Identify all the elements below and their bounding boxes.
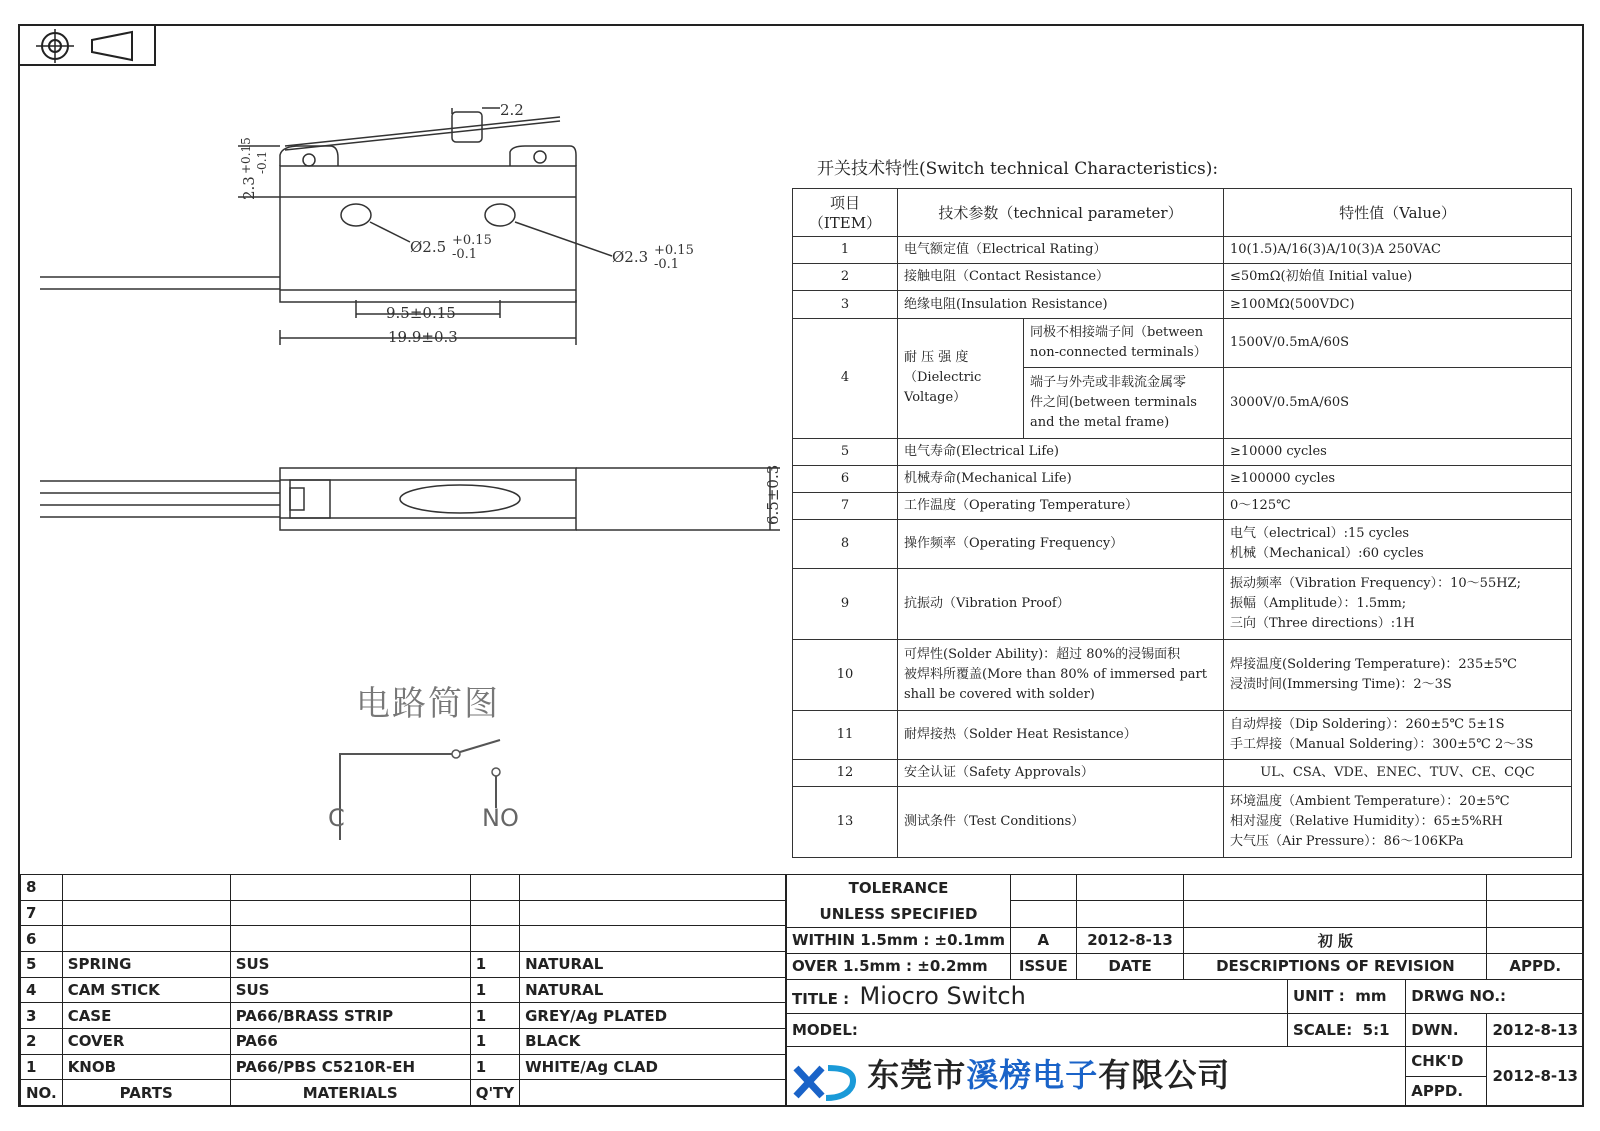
table-row: 7 xyxy=(21,900,786,926)
pitch-dim: 9.5±0.15 xyxy=(386,304,456,322)
table-row: 5 SPRING SUS 1 NATURAL xyxy=(21,951,786,977)
thickness-dim: 6.5±0.3 xyxy=(764,464,782,525)
spec-row: 5 电气寿命(Electrical Life) ≥10000 cycles xyxy=(793,438,1572,465)
tolerance-within: WITHIN 1.5mm : ±0.1mm xyxy=(787,927,1011,953)
chkd-label: CHK'D xyxy=(1406,1047,1487,1076)
spec-heading: 开关技术特性(Switch technical Characteristics): xyxy=(817,159,1219,179)
revision-date: 2012-8-13 xyxy=(1076,927,1184,953)
unit-value: mm xyxy=(1355,987,1387,1006)
drawing-title: Miocro Switch xyxy=(859,982,1026,1011)
scale-value: 5:1 xyxy=(1362,1020,1390,1039)
spec-header-item: 项目 （ITEM） xyxy=(793,189,898,237)
height-dim: 2.3 xyxy=(240,176,258,200)
hole2-tol-top: +0.15 xyxy=(654,243,694,258)
spec-row: 6 机械寿命(Mechanical Life) ≥100000 cycles xyxy=(793,465,1572,492)
circuit-diagram-title: 电路简图 xyxy=(356,684,500,724)
tolerance-label: TOLERANCE xyxy=(787,875,1011,901)
table-row: 2 COVER PA66 1 BLACK xyxy=(21,1028,786,1054)
parts-list xyxy=(20,874,786,1106)
title-label: TITLE : xyxy=(792,990,850,1009)
spec-table xyxy=(792,188,1572,858)
spec-row: 端子与外壳或非载流金属零 件之间(between terminals and the metal frame) 3000V/0.5mA/60S xyxy=(793,367,1572,438)
revision-description: 初 版 xyxy=(1184,927,1487,953)
spec-row: 8 操作频率（Operating Frequency） 电气（electrical）:15 cycles 机械（Mechanical）:60 cycles xyxy=(793,520,1572,569)
length-dim: 19.9±0.3 xyxy=(388,328,458,346)
table-row: 3 CASE PA66/BRASS STRIP 1 GREY/Ag PLATED xyxy=(21,1003,786,1029)
spec-row: 2 接触电阻（Contact Resistance） ≤50mΩ(初始值 Initial value) xyxy=(793,264,1572,291)
height-tol-top: +0.15 xyxy=(239,137,253,174)
spec-header-value: 特性值（Value） xyxy=(1224,189,1572,237)
spec-row: 11 耐焊接热（Solder Heat Resistance） 自动焊接（Dip Soldering）：260±5℃ 5±1S 手工焊接（Manual Soldering）：300±5℃ 2～3S xyxy=(793,710,1572,759)
tolerance-over: OVER 1.5mm : ±0.2mm xyxy=(787,953,1011,979)
date-label: DATE xyxy=(1076,953,1184,979)
chkd-date: 2012-8-13 xyxy=(1487,1047,1584,1106)
unless-specified: UNLESS SPECIFIED xyxy=(787,901,1011,927)
hole1-tol-bot: -0.1 xyxy=(452,247,478,262)
table-row: 8 xyxy=(21,875,786,901)
lever-width-dim: 2.2 xyxy=(500,101,524,119)
company-name-b: 溪榜电子 xyxy=(966,1056,1099,1095)
issue-label: ISSUE xyxy=(1010,953,1076,979)
table-row: 6 xyxy=(21,926,786,952)
spec-row: 4 耐 压 强 度 （Dielectric Voltage） 同极不相接端子间（between non-connected terminals） 1500V/0.5mA/60S xyxy=(793,318,1572,367)
hole1-dim: Ø2.5 xyxy=(410,238,447,256)
revision-desc-label: DESCRIPTIONS OF REVISION xyxy=(1184,953,1487,979)
spec-row: 10 可焊性(Solder Ability)：超过 80%的浸锡面积 被焊料所覆盖(More than 80% of immersed part shall be covered with solder) 焊接温度(Soldering Temperature)：235±5℃ 浸渍时间(Immersing Time)：2～3S xyxy=(793,640,1572,711)
spec-row: 3 绝缘电阻(Insulation Resistance) ≥100MΩ(500VDC) xyxy=(793,291,1572,318)
spec-header-param: 技术参数（technical parameter） xyxy=(898,189,1224,237)
appd2-label: APPD. xyxy=(1406,1076,1487,1105)
drawing-number-label: DRWG NO.: xyxy=(1406,980,1584,1014)
spec-row: 12 安全认证（Safety Approvals） UL、CSA、VDE、ENEC、TUV、CE、CQC xyxy=(793,759,1572,786)
circuit-label-common: C xyxy=(328,804,345,832)
spec-row: 7 工作温度（Operating Temperature） 0～125℃ xyxy=(793,493,1572,520)
model-label: MODEL: xyxy=(787,1013,1288,1047)
unit-label: UNIT : xyxy=(1292,987,1345,1006)
circuit-label-no: NO xyxy=(482,804,519,832)
appd-label: APPD. xyxy=(1487,953,1584,979)
dielectric-label: 耐 压 强 度 （Dielectric Voltage） xyxy=(898,318,1024,438)
scale-label: SCALE: xyxy=(1292,1020,1353,1039)
hole1-tol-top: +0.15 xyxy=(452,233,492,248)
company-cell xyxy=(787,1047,1406,1106)
height-tol-bot: -0.1 xyxy=(255,150,269,174)
revision-issue: A xyxy=(1010,927,1076,953)
company-logo-icon xyxy=(792,1062,862,1102)
switch-drawing xyxy=(0,0,790,870)
spec-row: 13 测试条件（Test Conditions） 环境温度（Ambient Temperature）：20±5℃ 相对湿度（Relative Humidity）：65±5%RH 大气压（Air Pressure）：86～106KPa xyxy=(793,787,1572,858)
spec-row: 9 抗振动（Vibration Proof） 振动频率（Vibration Frequency）：10～55HZ; 振幅（Amplitude）：1.5mm; 三向（Three directions）:1H xyxy=(793,569,1572,640)
company-name-c: 有限公司 xyxy=(1098,1056,1231,1095)
table-row: 1 KNOB PA66/PBS C5210R-EH 1 WHITE/Ag CLAD xyxy=(21,1054,786,1080)
spec-row: 1 电气额定值（Electrical Rating） 10(1.5)A/16(3)A/10(3)A 250VAC xyxy=(793,237,1572,264)
hole2-tol-bot: -0.1 xyxy=(654,257,680,272)
parts-header-row: NO. PARTS MATERIALS Q'TY xyxy=(21,1080,786,1106)
company-name-a: 东莞市 xyxy=(867,1056,967,1095)
dwn-label: DWN. xyxy=(1406,1013,1487,1047)
dwn-date: 2012-8-13 xyxy=(1487,1013,1584,1047)
hole2-dim: Ø2.3 xyxy=(612,248,649,266)
table-row: 4 CAM STICK SUS 1 NATURAL xyxy=(21,977,786,1003)
title-block xyxy=(786,874,1584,1106)
